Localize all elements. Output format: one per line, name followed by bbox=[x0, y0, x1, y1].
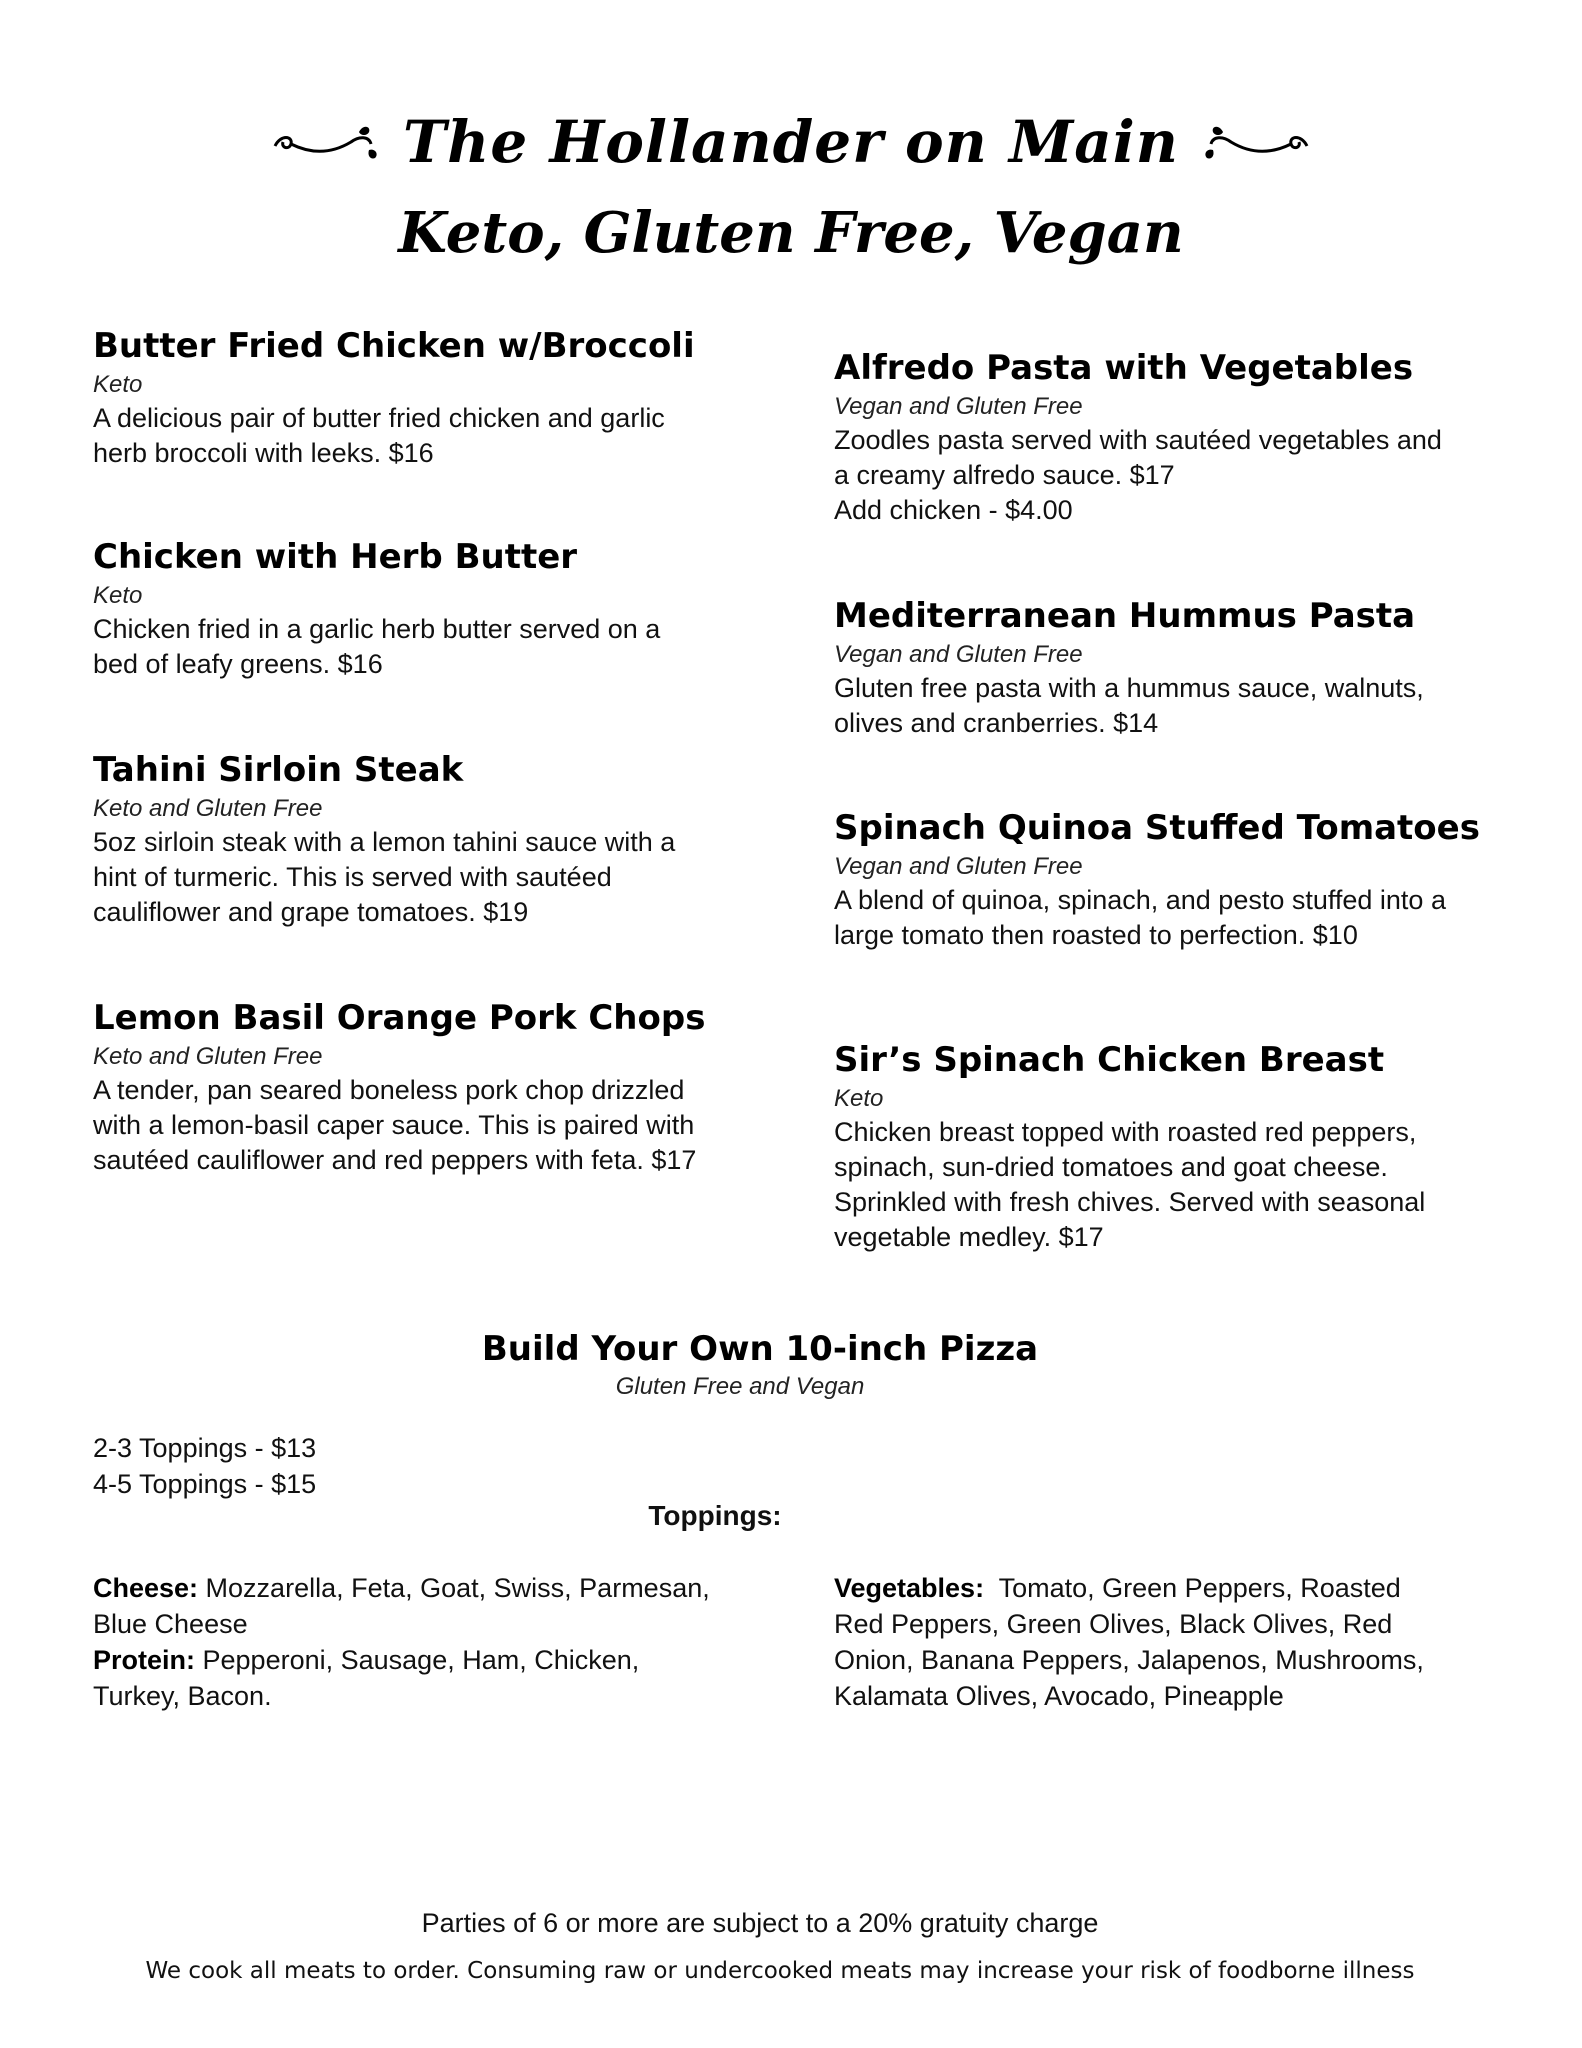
cheese-list-continued: Blue Cheese bbox=[93, 1609, 248, 1639]
description-line: sautéed cauliflower and red peppers with feta. $17 bbox=[93, 1145, 697, 1175]
description-line: spinach, sun-dried tomatoes and goat cheese. bbox=[834, 1152, 1388, 1182]
item-description bbox=[834, 671, 1494, 741]
vegetables-label: Vegetables: bbox=[834, 1573, 985, 1603]
pizza-section-title: Build Your Own 10-inch Pizza bbox=[481, 1329, 1039, 1369]
pizza-price-line: 4-5 Toppings - $15 bbox=[93, 1469, 317, 1499]
protein-list-continued: Turkey, Bacon. bbox=[93, 1681, 272, 1711]
description-line: A delicious pair of butter fried chicken and garlic bbox=[93, 403, 665, 433]
description-line: Add chicken - $4.00 bbox=[834, 495, 1073, 525]
description-line: hint of turmeric. This is served with sautéed bbox=[93, 862, 612, 892]
description-line: A blend of quinoa, spinach, and pesto stuffed into a bbox=[834, 885, 1446, 915]
menu-item-sirs-spinach-chicken bbox=[834, 1039, 1494, 1255]
menu-item-chicken-herb-butter bbox=[93, 536, 753, 682]
toppings-label: Toppings: bbox=[648, 1500, 782, 1531]
menu-item-butter-fried-chicken bbox=[93, 325, 753, 471]
pizza-section-subtitle: Gluten Free and Vegan bbox=[615, 1373, 865, 1400]
item-description bbox=[834, 423, 1494, 528]
item-diet-tag: Keto bbox=[834, 1085, 884, 1112]
description-line: with a lemon-basil caper sauce. This is paired with bbox=[93, 1110, 695, 1140]
item-name: Mediterranean Hummus Pasta bbox=[834, 596, 1416, 636]
item-description bbox=[93, 612, 753, 682]
right-flourish-icon bbox=[1201, 120, 1311, 164]
restaurant-title: The Hollander on Main bbox=[403, 108, 1179, 176]
description-line: 5oz sirloin steak with a lemon tahini sauce with a bbox=[93, 827, 676, 857]
cheese-list: Mozzarella, Feta, Goat, Swiss, Parmesan, bbox=[198, 1573, 710, 1603]
description-line: Chicken fried in a garlic herb butter served on a bbox=[93, 614, 661, 644]
item-diet-tag: Keto and Gluten Free bbox=[93, 1043, 323, 1070]
item-diet-tag: Keto bbox=[93, 371, 143, 398]
protein-line bbox=[93, 1642, 773, 1678]
description-line: large tomato then roasted to perfection. $10 bbox=[834, 920, 1358, 950]
gratuity-notice: Parties of 6 or more are subject to a 20% gratuity charge bbox=[421, 1908, 1099, 1938]
item-description bbox=[93, 825, 753, 930]
toppings-right-column bbox=[834, 1570, 1514, 1714]
description-line: A tender, pan seared boneless pork chop drizzled bbox=[93, 1075, 685, 1105]
vegetables-list-continued: Kalamata Olives, Avocado, Pineapple bbox=[834, 1681, 1284, 1711]
item-name: Alfredo Pasta with Vegetables bbox=[834, 348, 1414, 388]
pizza-price-line: 2-3 Toppings - $13 bbox=[93, 1433, 317, 1463]
item-name: Sir’s Spinach Chicken Breast bbox=[834, 1040, 1385, 1080]
item-diet-tag: Vegan and Gluten Free bbox=[834, 853, 1083, 880]
left-flourish-icon bbox=[271, 120, 381, 164]
vegetables-line bbox=[834, 1570, 1514, 1606]
item-diet-tag: Keto bbox=[93, 582, 143, 609]
item-diet-tag: Keto and Gluten Free bbox=[93, 795, 323, 822]
menu-subtitle: Keto, Gluten Free, Vegan bbox=[398, 200, 1184, 266]
item-name: Lemon Basil Orange Pork Chops bbox=[93, 998, 706, 1038]
description-line: olives and cranberries. $14 bbox=[834, 708, 1159, 738]
food-safety-disclaimer: We cook all meats to order. Consuming raw or undercooked meats may increase your risk of foodborne illness bbox=[145, 1958, 1415, 1984]
description-line: herb broccoli with leeks. $16 bbox=[93, 438, 434, 468]
item-name: Butter Fried Chicken w/Broccoli bbox=[93, 326, 695, 366]
description-line: Gluten free pasta with a hummus sauce, walnuts, bbox=[834, 673, 1424, 703]
description-line: Sprinkled with fresh chives. Served with seasonal bbox=[834, 1187, 1426, 1217]
item-name: Chicken with Herb Butter bbox=[93, 537, 578, 577]
description-line: vegetable medley. $17 bbox=[834, 1222, 1104, 1252]
item-description bbox=[834, 1115, 1494, 1255]
description-line: cauliflower and grape tomatoes. $19 bbox=[93, 897, 529, 927]
item-name: Tahini Sirloin Steak bbox=[93, 750, 464, 790]
protein-list: Pepperoni, Sausage, Ham, Chicken, bbox=[195, 1645, 640, 1675]
description-line: bed of leafy greens. $16 bbox=[93, 649, 383, 679]
cheese-label: Cheese: bbox=[93, 1573, 199, 1603]
menu-item-spinach-quinoa-tomatoes bbox=[834, 807, 1494, 953]
item-name: Spinach Quinoa Stuffed Tomatoes bbox=[834, 808, 1480, 848]
item-description bbox=[834, 883, 1494, 953]
menu-item-mediterranean-hummus-pasta bbox=[834, 595, 1494, 741]
item-diet-tag: Vegan and Gluten Free bbox=[834, 641, 1083, 668]
vegetables-list: Tomato, Green Peppers, Roasted bbox=[984, 1573, 1401, 1603]
protein-label: Protein: bbox=[93, 1645, 196, 1675]
description-line: Chicken breast topped with roasted red peppers, bbox=[834, 1117, 1417, 1147]
menu-item-alfredo-pasta bbox=[834, 347, 1494, 528]
pizza-pricing bbox=[93, 1430, 316, 1502]
item-description bbox=[93, 1073, 753, 1178]
vegetables-list-continued: Onion, Banana Peppers, Jalapenos, Mushrooms, bbox=[834, 1645, 1424, 1675]
description-line: Zoodles pasta served with sautéed vegetables and bbox=[834, 425, 1442, 455]
title-row bbox=[0, 92, 1582, 192]
vegetables-list-continued: Red Peppers, Green Olives, Black Olives, Red bbox=[834, 1609, 1393, 1639]
menu-item-lemon-basil-pork-chops bbox=[93, 997, 753, 1178]
item-diet-tag: Vegan and Gluten Free bbox=[834, 393, 1083, 420]
cheese-line bbox=[93, 1570, 773, 1606]
description-line: a creamy alfredo sauce. $17 bbox=[834, 460, 1175, 490]
toppings-left-column bbox=[93, 1570, 773, 1714]
item-description bbox=[93, 401, 753, 471]
menu-item-tahini-sirloin-steak bbox=[93, 749, 753, 930]
